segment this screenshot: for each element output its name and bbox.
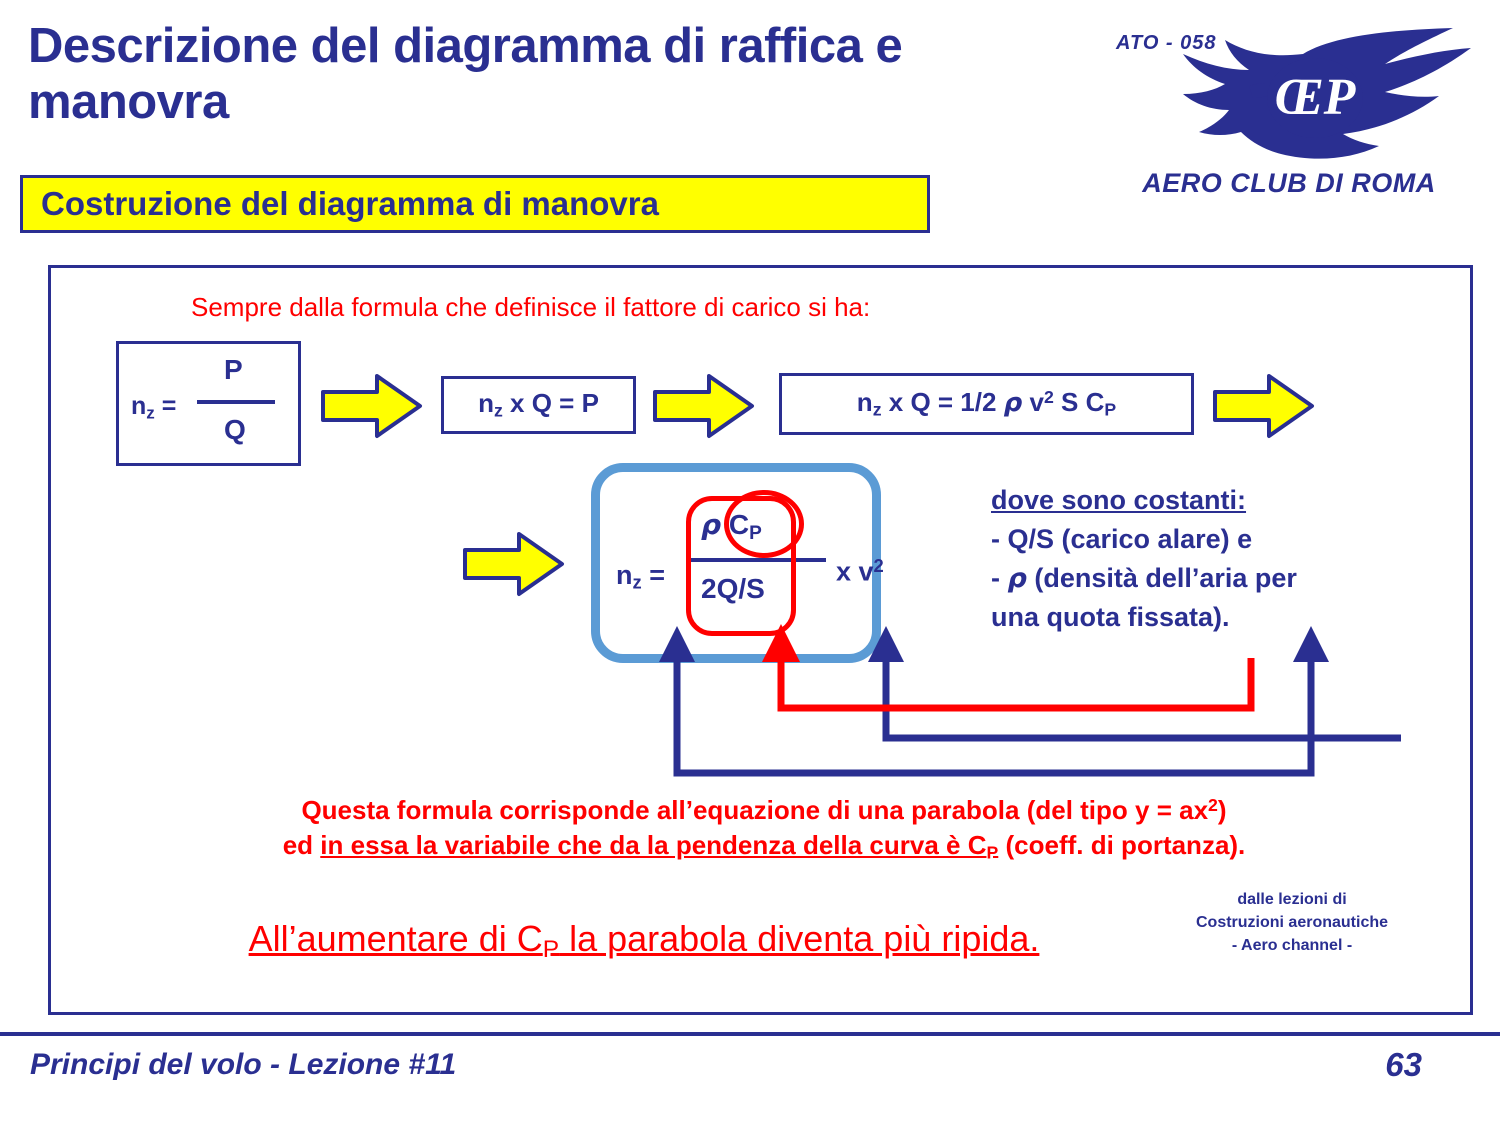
explanation-line2-b: (coeff. di portanza).: [998, 830, 1246, 861]
conclusion-a: All’aumentare di C: [248, 918, 543, 959]
main-formula-tail: [836, 555, 884, 587]
formula2-text: [478, 388, 599, 421]
formula3-rest-a: x Q = 1/2: [881, 387, 1004, 418]
explanation-line2-u-text: in essa la variabile che da la pendenza della curva è C: [320, 830, 987, 861]
club-name-label: AERO CLUB DI ROMA: [1142, 168, 1436, 198]
main-formula-tail-text: x v: [836, 556, 874, 587]
red-annotation-circle-cp: [724, 490, 804, 558]
footer-lesson-label: Principi del volo - Lezione #11: [30, 1048, 457, 1081]
arrow-right-icon-1: [319, 372, 424, 440]
main-formula-n: n: [616, 560, 633, 590]
arrow-right-icon-4: [461, 530, 566, 598]
main-formula-rho: ρ: [701, 508, 722, 541]
formula3-text: [857, 387, 1116, 420]
explanation-line2-underlined: [320, 830, 999, 863]
explanation-line2-a: ed: [282, 830, 321, 861]
ato-code-label: ATO - 058: [1116, 32, 1217, 54]
formula3-exponent: 2: [1043, 387, 1054, 408]
formula3-rho: ρ: [1003, 388, 1023, 419]
conclusion-sub: P: [542, 936, 560, 964]
eagle-logo-icon: [1153, 26, 1473, 166]
constants-note-line1: - Q/S (carico alare) e: [991, 524, 1253, 555]
formula2-sub: z: [493, 400, 503, 421]
formula2-rest: x Q = P: [502, 388, 599, 419]
formula1-fraction-bar: [197, 400, 275, 404]
explanation-line1-b: ): [1217, 795, 1227, 825]
page-title: Descrizione del diagramma di raffica e manovra: [28, 19, 903, 130]
main-formula-cp-sub: P: [749, 522, 762, 544]
formula1-n: n: [131, 392, 147, 420]
formula1-denominator: Q: [224, 414, 246, 445]
constants-note-rho: ρ: [1007, 563, 1027, 595]
credits-block: [1142, 888, 1442, 958]
explanation-paragraph: [69, 793, 1459, 865]
credits-line-3: - Aero channel -: [1231, 937, 1353, 955]
main-formula-tail-exp: 2: [873, 555, 884, 576]
conclusion-b: la parabola diventa più ripida.: [559, 918, 1040, 959]
credits-line-2: Costruzioni aeronautiche: [1195, 914, 1389, 932]
svg-text:ŒP: ŒP: [1274, 69, 1356, 126]
constants-note-line2-prefix: -: [991, 563, 1008, 594]
content-panel: [48, 265, 1473, 1015]
constants-note: [991, 481, 1461, 638]
arrow-right-icon-2: [651, 372, 756, 440]
explanation-line1-a: Questa formula corrisponde all’equazione di una parabola (del tipo y = a: [301, 795, 1194, 825]
aero-club-logo: [1098, 20, 1478, 210]
section-subtitle-bar: [20, 175, 930, 233]
explanation-line-2: [69, 828, 1459, 865]
conclusion-text: [79, 918, 1209, 964]
lead-text: Sempre dalla formula che definisce il fattore di carico si ha:: [191, 292, 871, 322]
main-formula-lhs: [616, 560, 665, 594]
formula1-numerator: P: [224, 354, 243, 385]
main-formula-sub: z: [632, 571, 642, 593]
arrow-right-icon-3: [1211, 372, 1316, 440]
constants-note-line2: [991, 559, 1461, 598]
formula2-n: n: [478, 388, 494, 419]
main-formula-cp: C: [728, 509, 750, 540]
formula3-rest-c: S C: [1053, 387, 1105, 418]
formula3-rest-b: v: [1022, 387, 1044, 418]
formula1-sub: z: [146, 403, 155, 423]
formula-box-nz-q-eq-p: [441, 376, 636, 434]
explanation-line1-exp: 2: [1208, 795, 1218, 816]
credits-line-1: dalle lezioni di: [1237, 891, 1347, 908]
constants-note-line2-rest: (densità dell’aria per: [1026, 563, 1297, 594]
formula1-equals: =: [154, 392, 177, 420]
main-formula-denominator: 2Q/S: [701, 573, 765, 604]
formula-box-nz-q-eq-lift: [779, 373, 1194, 435]
constants-note-heading: dove sono costanti:: [991, 485, 1247, 515]
formula3-sub2: P: [1104, 399, 1117, 420]
explanation-line1-x: x: [1193, 795, 1209, 825]
explanation-line2-u-sub: P: [986, 842, 999, 863]
constants-note-line3: una quota fissata).: [991, 602, 1230, 633]
footer-divider: [0, 1032, 1500, 1036]
formula3-n: n: [856, 387, 873, 418]
formula1-lhs: [131, 392, 176, 423]
formula3-sub: z: [872, 399, 882, 420]
footer-page-number: 63: [1385, 1046, 1422, 1083]
main-formula-equals: =: [641, 560, 665, 590]
explanation-line-1: [69, 793, 1459, 828]
formula-box-nz-p-over-q: [116, 341, 301, 466]
section-subtitle-label: Costruzione del diagramma di manovra: [41, 185, 659, 222]
